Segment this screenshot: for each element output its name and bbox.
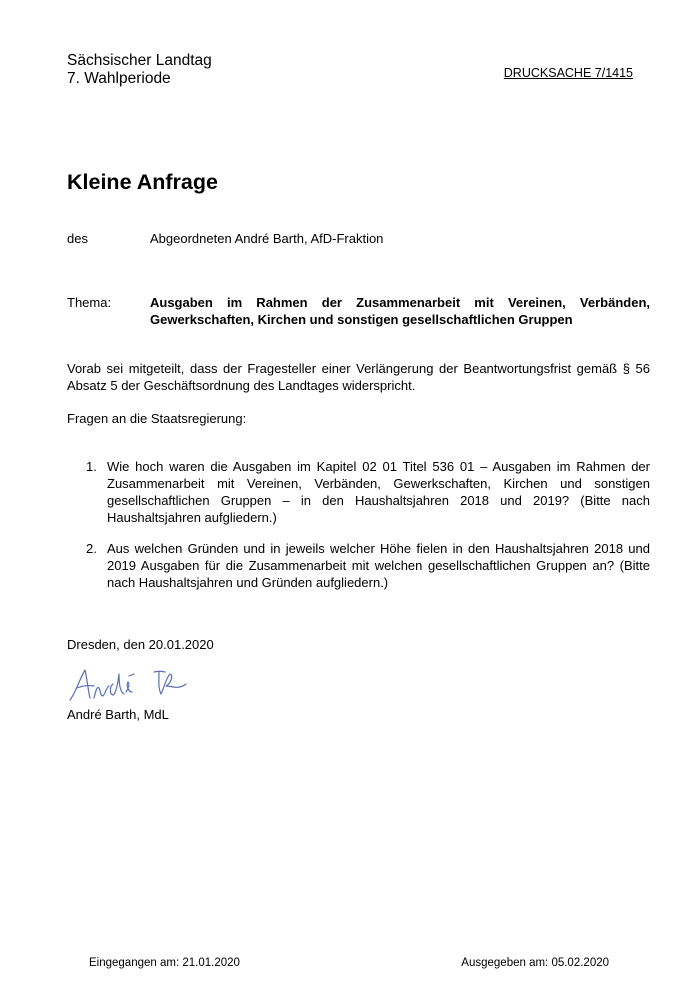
question-number: 1. — [86, 459, 97, 474]
question-text: Wie hoch waren die Ausgaben im Kapitel 02 01 Titel 536 01 – Ausgaben im Rahmen der Zusammenarbeit mit Vereinen, Verbänden, Gewerkschaften, Kirchen und sonstigen gesellschaftlichen Gruppen – in den Haushaltsjahren 2018 und 2019? (Bitte nach Haushaltsjahren aufgliedern.) — [107, 459, 650, 525]
footer-received: Eingegangen am: 21.01.2020 — [89, 957, 240, 969]
document-title: Kleine Anfrage — [67, 170, 218, 194]
footer-issued: Ausgegeben am: 05.02.2020 — [461, 957, 609, 969]
document-number: DRUCKSACHE 7/1415 — [503, 66, 633, 80]
author-label: des — [67, 231, 88, 246]
question-item — [86, 458, 650, 526]
legislative-period: 7. Wahlperiode — [67, 70, 171, 87]
signature-name: André Barth, MdL — [67, 707, 169, 722]
questions-intro: Fragen an die Staatsregierung: — [67, 411, 247, 426]
question-number: 2. — [86, 541, 97, 556]
place-date: Dresden, den 20.01.2020 — [67, 637, 214, 652]
handwritten-signature — [66, 662, 196, 704]
author-value: Abgeordneten André Barth, AfD-Fraktion — [150, 231, 384, 246]
topic-label: Thema: — [67, 295, 112, 310]
parliament-name: Sächsischer Landtag — [67, 52, 212, 69]
question-text: Aus welchen Gründen und in jeweils welcher Höhe fielen in den Haushaltsjahren 2018 und 2019 Ausgaben für die Zusammenarbeit mit welchen gesellschaftlichen Gruppen an? (Bitte nach Haushaltsjahren und Gründen aufgliedern.) — [107, 541, 650, 590]
document-header — [67, 52, 212, 88]
preamble-paragraph: Vorab sei mitgeteilt, dass der Fragesteller einer Verlängerung der Beantwortungsfrist gemäß § 56 Absatz 5 der Geschäftsordnung des Landtages widerspricht. — [67, 361, 650, 393]
question-item — [86, 540, 650, 591]
topic-value: Ausgaben im Rahmen der Zusammenarbeit mit Vereinen, Verbänden, Gewerkschaften, Kirchen und sonstigen gesellschaftlichen Gruppen — [150, 295, 650, 327]
questions-list — [86, 458, 650, 605]
